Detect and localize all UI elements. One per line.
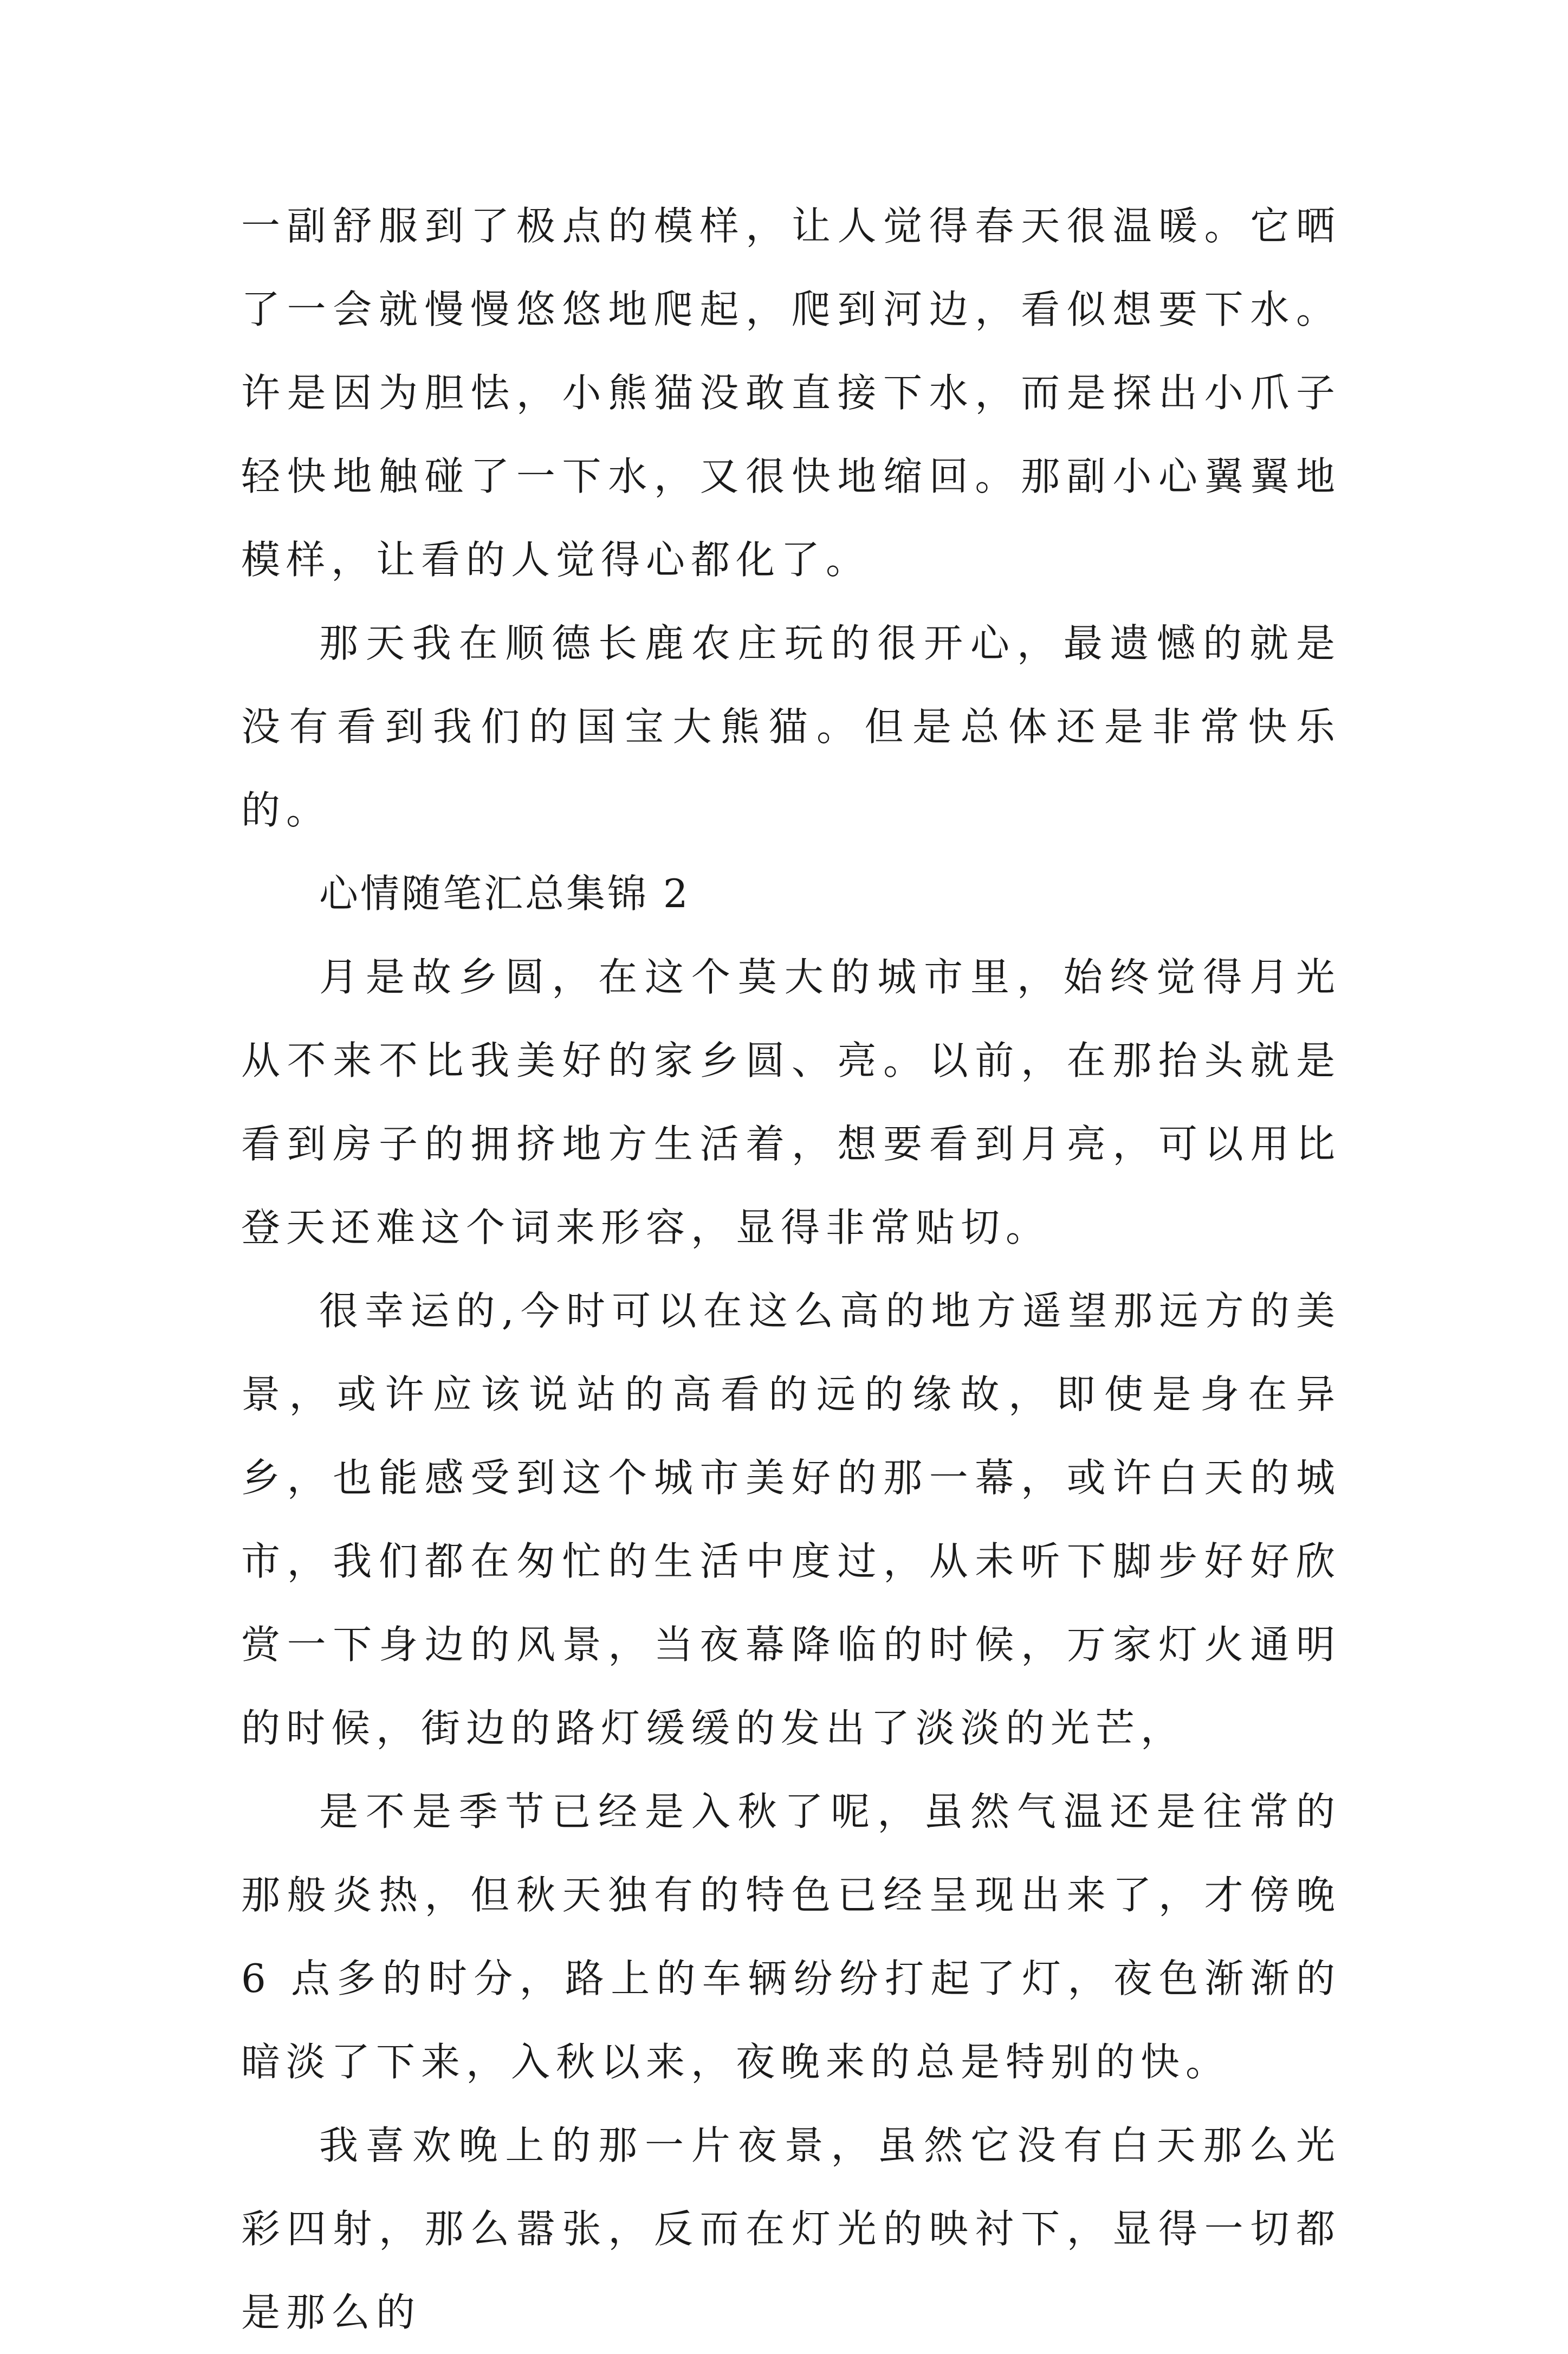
paragraph-farm-visit: 那天我在顺德长鹿农庄玩的很开心，最遗憾的就是没有看到我们的国宝大熊猫。但是总体还是非常快乐的。 (241, 620, 1341, 833)
paragraph-continued: 一副舒服到了极点的模样，让人觉得春天很温暖。它晒了一会就慢慢悠悠地爬起，爬到河边，看似想要下水。许是因为胆怯，小熊猫没敢直接下水，而是探出小爪子轻快地触碰了一下水，又很快地缩回。那副小心翼翼地模样，让看的人觉得心都化了。 (241, 203, 1341, 583)
paragraph-moon: 月是故乡圆，在这个莫大的城市里，始终觉得月光从不来不比我美好的家乡圆、亮。以前，在那抬头就是看到房子的拥挤地方生活着，想要看到月亮，可以用比登天还难这个词来形容，显得非常贴切。 (241, 954, 1341, 1250)
document-page (241, 184, 1341, 2354)
section-heading: 心情随笔汇总集锦 2 (319, 871, 690, 916)
paragraph-autumn: 是不是季节已经是入秋了呢，虽然气温还是往常的那般炎热，但秋天独有的特色已经呈现出来了，才傍晚 6 点多的时分，路上的车辆纷纷打起了灯，夜色渐渐的暗淡了下来，入秋以来，夜晚来的总是特别的快。 (241, 1789, 1341, 2085)
paragraph-night-view: 我喜欢晚上的那一片夜景，虽然它没有白天那么光彩四射，那么嚣张，反而在灯光的映衬下，显得一切都是那么的 (241, 2123, 1341, 2335)
paragraph-view: 很幸运的,今时可以在这么高的地方遥望那远方的美景，或许应该说站的高看的远的缘故，即使是身在异乡，也能感受到这个城市美好的那一幕，或许白天的城市，我们都在匆忙的生活中度过，从未听下脚步好好欣赏一下身边的风景，当夜幕降临的时候，万家灯火通明的时候，街边的路灯缓缓的发出了淡淡的光芒， (241, 1288, 1341, 1751)
